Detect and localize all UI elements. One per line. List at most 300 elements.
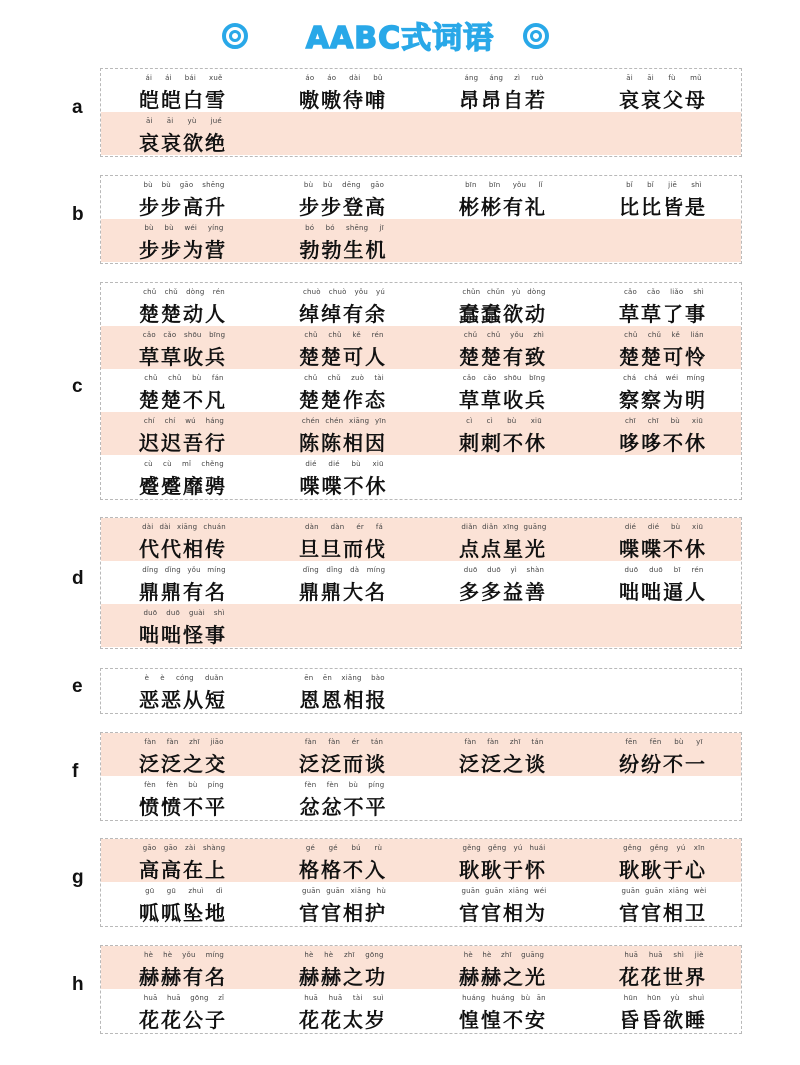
word-entry bbox=[101, 412, 261, 455]
idiom-word: 咄咄怪事 bbox=[139, 623, 227, 647]
pinyin-syllable: huā bbox=[304, 994, 319, 1002]
pinyin-syllable: gěng bbox=[462, 844, 481, 852]
idiom-word: 皑皑白雪 bbox=[139, 88, 227, 112]
idiom-word: 愤愤不平 bbox=[139, 795, 227, 819]
table-row bbox=[101, 882, 741, 925]
word-entry bbox=[261, 369, 421, 412]
pinyin-syllable: dēng bbox=[342, 181, 361, 189]
section-e bbox=[100, 668, 742, 714]
pinyin-syllable: xiāng bbox=[508, 887, 529, 895]
pinyin-syllable: wéi bbox=[665, 374, 679, 382]
idiom-word: 恶恶从短 bbox=[139, 688, 227, 712]
pinyin bbox=[300, 460, 390, 468]
pinyin-syllable: ēn bbox=[322, 674, 332, 682]
pinyin-syllable: bù bbox=[164, 224, 174, 232]
table-row bbox=[101, 518, 741, 561]
word-entry bbox=[421, 989, 581, 1032]
word-entry bbox=[421, 326, 581, 369]
idiom-word: 楚楚可怜 bbox=[619, 345, 707, 369]
word-entry bbox=[101, 176, 261, 219]
pinyin-syllable: chǔ bbox=[304, 331, 318, 339]
pinyin-syllable: yù bbox=[187, 117, 197, 125]
word-entry bbox=[421, 561, 581, 604]
pinyin-syllable: shàng bbox=[202, 844, 226, 852]
pinyin-syllable: ēn bbox=[304, 674, 314, 682]
pinyin-syllable: xiū bbox=[692, 523, 704, 531]
page-header bbox=[0, 10, 800, 60]
pinyin-syllable: hù bbox=[376, 887, 387, 895]
idiom-word: 泛泛而谈 bbox=[299, 752, 387, 776]
pinyin bbox=[299, 887, 389, 895]
pinyin-syllable: wéi bbox=[184, 224, 198, 232]
pinyin-syllable: zǐ bbox=[218, 994, 225, 1002]
double-circle-icon bbox=[222, 23, 248, 49]
pinyin-syllable: wéi bbox=[533, 887, 547, 895]
pinyin-syllable: shì bbox=[213, 609, 225, 617]
pinyin-syllable: jué bbox=[210, 117, 222, 125]
table-row bbox=[101, 176, 741, 219]
word-entry bbox=[421, 412, 581, 455]
pinyin bbox=[459, 288, 549, 296]
idiom-word: 格格不入 bbox=[299, 858, 387, 882]
idiom-word: 蠢蠢欲动 bbox=[459, 302, 547, 326]
word-entry bbox=[581, 69, 741, 112]
pinyin-syllable: chá bbox=[644, 374, 658, 382]
idiom-word: 楚楚动人 bbox=[139, 302, 227, 326]
pinyin-syllable: bào bbox=[371, 674, 385, 682]
pinyin-syllable: gāo bbox=[142, 844, 157, 852]
table-row bbox=[101, 669, 741, 712]
pinyin-syllable: liǎo bbox=[670, 288, 684, 296]
pinyin-syllable: chǔ bbox=[144, 374, 158, 382]
pinyin-syllable: lǐ bbox=[538, 181, 543, 189]
pinyin-syllable: áng bbox=[464, 74, 479, 82]
pinyin-syllable: duǎn bbox=[205, 674, 224, 682]
pinyin-syllable: fù bbox=[668, 74, 676, 82]
pinyin bbox=[139, 181, 229, 189]
word-entry bbox=[101, 776, 262, 819]
pinyin bbox=[299, 844, 389, 852]
word-entry bbox=[262, 776, 423, 819]
pinyin-syllable: hè bbox=[304, 951, 314, 959]
pinyin-syllable: bù bbox=[144, 224, 154, 232]
idiom-word: 泛泛之交 bbox=[139, 752, 227, 776]
pinyin-syllable: cǎo bbox=[647, 288, 661, 296]
pinyin bbox=[619, 951, 709, 959]
pinyin bbox=[459, 951, 549, 959]
pinyin-syllable: dài bbox=[159, 523, 171, 531]
pinyin-syllable: duō bbox=[487, 566, 501, 574]
table-row bbox=[101, 776, 741, 819]
pinyin-syllable: huā bbox=[143, 994, 158, 1002]
pinyin-syllable: gāo bbox=[163, 844, 178, 852]
pinyin bbox=[139, 674, 229, 682]
pinyin-syllable: chén bbox=[301, 417, 320, 425]
word-entry bbox=[101, 839, 261, 882]
pinyin-syllable: xiū bbox=[530, 417, 542, 425]
section-a bbox=[100, 68, 742, 157]
pinyin-syllable: bù bbox=[348, 781, 359, 789]
table-row bbox=[101, 946, 741, 989]
pinyin-syllable: huái bbox=[529, 844, 546, 852]
pinyin-syllable: shōu bbox=[503, 374, 522, 382]
idiom-word: 耿耿于怀 bbox=[459, 858, 547, 882]
idiom-word: 步步高升 bbox=[139, 195, 227, 219]
word-entry bbox=[261, 989, 421, 1032]
pinyin-syllable: áng bbox=[489, 74, 504, 82]
pinyin-syllable: yī bbox=[696, 738, 703, 746]
idiom-word: 耿耿于心 bbox=[619, 858, 707, 882]
word-entry bbox=[261, 69, 421, 112]
table-row bbox=[101, 112, 741, 155]
pinyin bbox=[299, 738, 389, 746]
pinyin-syllable: cù bbox=[163, 460, 172, 468]
pinyin-syllable: huā bbox=[167, 994, 181, 1002]
pinyin-syllable: rén bbox=[371, 331, 384, 339]
pinyin bbox=[299, 374, 389, 382]
pinyin-syllable: hūn bbox=[623, 994, 638, 1002]
pinyin-syllable: yù bbox=[511, 288, 521, 296]
pinyin-syllable: jiè bbox=[694, 951, 704, 959]
idiom-word: 绰绰有余 bbox=[299, 302, 387, 326]
pinyin-syllable: duō bbox=[143, 609, 158, 617]
section-d bbox=[100, 517, 742, 649]
pinyin-syllable: fàn bbox=[166, 738, 179, 746]
pinyin bbox=[619, 523, 709, 531]
idiom-word: 赫赫之光 bbox=[459, 965, 547, 989]
pinyin-syllable: lián bbox=[690, 331, 704, 339]
pinyin-syllable: cǎo bbox=[163, 331, 177, 339]
pinyin bbox=[619, 566, 709, 574]
word-entry bbox=[261, 283, 421, 326]
pinyin-syllable: dài bbox=[142, 523, 154, 531]
idiom-word: 喋喋不休 bbox=[619, 537, 707, 561]
pinyin-syllable: xīng bbox=[502, 523, 519, 531]
section-h bbox=[100, 945, 742, 1034]
pinyin-syllable: guān bbox=[621, 887, 640, 895]
pinyin-syllable: wèi bbox=[693, 887, 707, 895]
pinyin-syllable: xiāng bbox=[348, 417, 370, 425]
pinyin-syllable: yú bbox=[513, 844, 523, 852]
pinyin-syllable: shēng bbox=[202, 181, 225, 189]
pinyin bbox=[139, 117, 229, 125]
pinyin bbox=[619, 74, 709, 82]
table-row bbox=[101, 604, 741, 647]
pinyin-syllable: guān bbox=[485, 887, 504, 895]
pinyin-syllable: huā bbox=[624, 951, 639, 959]
pinyin-syllable: míng bbox=[366, 566, 386, 574]
pinyin-syllable: bù bbox=[323, 181, 333, 189]
table-row bbox=[101, 219, 741, 262]
idiom-word: 鼎鼎有名 bbox=[139, 580, 227, 604]
idiom-word: 忿忿不平 bbox=[299, 795, 388, 819]
pinyin bbox=[619, 887, 709, 895]
pinyin-syllable: tán bbox=[531, 738, 544, 746]
idiom-word: 呱呱坠地 bbox=[139, 901, 227, 925]
pinyin-syllable: bù bbox=[670, 523, 681, 531]
pinyin-syllable: píng bbox=[368, 781, 385, 789]
pinyin-syllable: bù bbox=[674, 738, 684, 746]
word-entry bbox=[101, 882, 261, 925]
idiom-word: 泛泛之谈 bbox=[459, 752, 547, 776]
pinyin bbox=[300, 674, 390, 682]
pinyin-syllable: xiāng bbox=[176, 523, 198, 531]
pinyin-syllable: yǒu bbox=[510, 331, 524, 339]
section-letter: g bbox=[72, 867, 84, 888]
pinyin bbox=[299, 417, 389, 425]
pinyin-syllable: zhì bbox=[533, 331, 545, 339]
pinyin-syllable: bīn bbox=[465, 181, 477, 189]
idiom-word: 花花太岁 bbox=[299, 1008, 387, 1032]
word-entry bbox=[101, 219, 262, 262]
word-entry bbox=[421, 882, 581, 925]
pinyin bbox=[459, 566, 549, 574]
idiom-word: 陈陈相因 bbox=[299, 431, 387, 455]
word-entry bbox=[421, 69, 581, 112]
pinyin-syllable: fàn bbox=[304, 738, 317, 746]
word-entry bbox=[101, 455, 262, 498]
pinyin-syllable: bó bbox=[325, 224, 335, 232]
word-entry bbox=[421, 176, 581, 219]
word-entry bbox=[261, 518, 421, 561]
word-entry bbox=[261, 561, 421, 604]
pinyin-syllable: chǔ bbox=[463, 331, 478, 339]
idiom-word: 比比皆是 bbox=[619, 195, 707, 219]
section-letter: d bbox=[72, 567, 84, 589]
pinyin-syllable: fán bbox=[211, 374, 224, 382]
pinyin-syllable: chén bbox=[325, 417, 344, 425]
pinyin-syllable: dòng bbox=[186, 288, 205, 296]
table-row bbox=[101, 412, 741, 455]
pinyin-syllable: chǔ bbox=[168, 374, 182, 382]
pinyin-syllable: bù bbox=[192, 374, 202, 382]
pinyin-syllable: yì bbox=[510, 566, 517, 574]
idiom-word: 恩恩相报 bbox=[299, 688, 388, 712]
word-entry bbox=[261, 839, 421, 882]
pinyin-syllable: fēn bbox=[625, 738, 638, 746]
pinyin-syllable: bù bbox=[507, 417, 517, 425]
pinyin-syllable: cì bbox=[466, 417, 473, 425]
pinyin-syllable: fá bbox=[375, 523, 384, 531]
pinyin-syllable: mǔ bbox=[690, 74, 702, 82]
pinyin-syllable: ái bbox=[145, 74, 153, 82]
pinyin-syllable: rén bbox=[691, 566, 704, 574]
pinyin-syllable: ruò bbox=[531, 74, 544, 82]
pinyin-syllable: bǐ bbox=[647, 181, 654, 189]
pinyin-syllable: shì bbox=[693, 288, 704, 296]
pinyin-syllable: hè bbox=[143, 951, 154, 959]
idiom-word: 纷纷不一 bbox=[619, 752, 707, 776]
pinyin-syllable: hè bbox=[463, 951, 473, 959]
section-letter: c bbox=[72, 375, 83, 397]
pinyin-syllable: chí bbox=[164, 417, 176, 425]
word-entry bbox=[101, 669, 262, 712]
word-entry bbox=[581, 326, 741, 369]
pinyin-syllable: shōu bbox=[183, 331, 202, 339]
word-entry bbox=[101, 283, 261, 326]
pinyin bbox=[139, 566, 229, 574]
pinyin bbox=[299, 951, 389, 959]
section-letter: a bbox=[72, 97, 83, 118]
pinyin bbox=[139, 844, 229, 852]
pinyin-syllable: chī bbox=[647, 417, 659, 425]
table-row bbox=[101, 561, 741, 604]
pinyin-syllable: huáng bbox=[462, 994, 486, 1002]
pinyin-syllable: ái bbox=[165, 74, 172, 82]
pinyin-syllable: chǔ bbox=[164, 288, 178, 296]
pinyin-syllable: bái bbox=[184, 74, 197, 82]
pinyin-syllable: duō bbox=[166, 609, 180, 617]
idiom-word: 官官相为 bbox=[459, 901, 547, 925]
pinyin-syllable: bī bbox=[673, 566, 681, 574]
table-row bbox=[101, 283, 741, 326]
pinyin-syllable: bǔ bbox=[373, 74, 383, 82]
pinyin-syllable: shēng bbox=[345, 224, 369, 232]
pinyin-syllable: chǔ bbox=[304, 374, 318, 382]
idiom-word: 草草收兵 bbox=[139, 345, 227, 369]
idiom-word: 鼎鼎大名 bbox=[299, 580, 387, 604]
pinyin-syllable: rén bbox=[212, 288, 225, 296]
word-entry bbox=[261, 946, 421, 989]
pinyin-syllable: diǎn bbox=[482, 523, 499, 531]
pinyin bbox=[459, 374, 549, 382]
pinyin-syllable: fèn bbox=[326, 781, 339, 789]
pinyin-syllable: chěng bbox=[201, 460, 224, 468]
word-entry bbox=[421, 946, 581, 989]
pinyin-syllable: zhī bbox=[343, 951, 355, 959]
idiom-word: 多多益善 bbox=[459, 580, 547, 604]
pinyin-syllable: kě bbox=[352, 331, 361, 339]
word-entry bbox=[101, 561, 261, 604]
pinyin bbox=[459, 417, 549, 425]
pinyin-syllable: gěng bbox=[649, 844, 669, 852]
pinyin-syllable: bó bbox=[305, 224, 315, 232]
word-entry bbox=[581, 412, 741, 455]
idiom-word: 步步登高 bbox=[299, 195, 387, 219]
pinyin-syllable: míng bbox=[205, 951, 225, 959]
pinyin-syllable: shuì bbox=[688, 994, 705, 1002]
pinyin bbox=[139, 994, 229, 1002]
pinyin-syllable: bīn bbox=[488, 181, 501, 189]
pinyin-syllable: dié bbox=[647, 523, 660, 531]
pinyin-syllable: píng bbox=[207, 781, 224, 789]
pinyin-syllable: gāo bbox=[370, 181, 385, 189]
pinyin-syllable: bú bbox=[351, 844, 361, 852]
pinyin-syllable: shì bbox=[673, 951, 685, 959]
idiom-word: 哆哆不休 bbox=[619, 431, 707, 455]
word-entry bbox=[581, 946, 741, 989]
pinyin-syllable: cì bbox=[486, 417, 493, 425]
pinyin-syllable: fèn bbox=[144, 781, 156, 789]
pinyin-syllable: bù bbox=[161, 181, 171, 189]
pinyin-syllable: zhī bbox=[189, 738, 200, 746]
pinyin-syllable: chuán bbox=[203, 523, 226, 531]
pinyin-syllable: hūn bbox=[647, 994, 662, 1002]
idiom-word: 楚楚作态 bbox=[299, 388, 387, 412]
word-entry bbox=[581, 369, 741, 412]
pinyin-syllable: gōng bbox=[365, 951, 384, 959]
idiom-word: 察察为明 bbox=[619, 388, 707, 412]
word-entry bbox=[261, 882, 421, 925]
pinyin-syllable: jiē bbox=[668, 181, 677, 189]
idiom-word: 高高在上 bbox=[139, 858, 227, 882]
word-entry bbox=[421, 518, 581, 561]
pinyin bbox=[139, 417, 229, 425]
idiom-word: 赫赫之功 bbox=[299, 965, 387, 989]
pinyin-syllable: ér bbox=[351, 738, 360, 746]
pinyin bbox=[619, 844, 709, 852]
pinyin-syllable: chǔn bbox=[462, 288, 481, 296]
pinyin-syllable: hè bbox=[163, 951, 173, 959]
pinyin bbox=[619, 181, 709, 189]
pinyin-syllable: chī bbox=[624, 417, 636, 425]
pinyin-syllable: huā bbox=[328, 994, 343, 1002]
pinyin-syllable: dǐng bbox=[326, 566, 343, 574]
pinyin-syllable: fàn bbox=[328, 738, 341, 746]
word-entry bbox=[581, 176, 741, 219]
pinyin-syllable: xiāng bbox=[341, 674, 362, 682]
pinyin-syllable: xīn bbox=[693, 844, 705, 852]
pinyin-syllable: è bbox=[144, 674, 150, 682]
pinyin-syllable: gū bbox=[166, 887, 177, 895]
pinyin-syllable: āi bbox=[626, 74, 633, 82]
pinyin-syllable: rù bbox=[374, 844, 383, 852]
pinyin-syllable: chǔ bbox=[327, 374, 341, 382]
pinyin-syllable: bīng bbox=[529, 374, 546, 382]
idiom-word: 勃勃生机 bbox=[299, 238, 388, 262]
pinyin-syllable: āi bbox=[647, 74, 654, 82]
pinyin-syllable: guāng bbox=[521, 951, 545, 959]
pinyin bbox=[619, 374, 709, 382]
pinyin-syllable: mǐ bbox=[181, 460, 192, 468]
pinyin-syllable: dié bbox=[624, 523, 637, 531]
pinyin-syllable: dǐng bbox=[142, 566, 159, 574]
pinyin-syllable: jiāo bbox=[210, 738, 224, 746]
idiom-word: 惶惶不安 bbox=[459, 1008, 547, 1032]
pinyin-syllable: zuò bbox=[351, 374, 365, 382]
pinyin-syllable: bǐ bbox=[626, 181, 633, 189]
pinyin-syllable: chǔ bbox=[487, 331, 501, 339]
pinyin-syllable: hè bbox=[482, 951, 492, 959]
idiom-word: 迟迟吾行 bbox=[139, 431, 227, 455]
pinyin-syllable: fèn bbox=[166, 781, 178, 789]
word-entry bbox=[421, 369, 581, 412]
pinyin-syllable: yǒu bbox=[182, 951, 196, 959]
pinyin bbox=[139, 224, 229, 232]
pinyin bbox=[459, 887, 549, 895]
pinyin-syllable: zài bbox=[184, 844, 196, 852]
pinyin-syllable: yīn bbox=[374, 417, 387, 425]
section-g bbox=[100, 838, 742, 927]
pinyin-syllable: suì bbox=[373, 994, 384, 1002]
idiom-word: 喋喋不休 bbox=[299, 474, 388, 498]
pinyin-syllable: kě bbox=[671, 331, 681, 339]
pinyin-syllable: cǎo bbox=[624, 288, 638, 296]
pinyin-syllable: fèn bbox=[304, 781, 317, 789]
word-entry bbox=[101, 604, 262, 647]
pinyin-syllable: fàn bbox=[487, 738, 499, 746]
pinyin-syllable: bù bbox=[351, 460, 361, 468]
pinyin-syllable: dà bbox=[350, 566, 360, 574]
pinyin-syllable: guāng bbox=[523, 523, 547, 531]
idiom-word: 刺刺不休 bbox=[459, 431, 547, 455]
pinyin-syllable: cǎo bbox=[142, 331, 156, 339]
section-b bbox=[100, 175, 742, 264]
word-entry bbox=[581, 733, 741, 776]
pinyin-syllable: shì bbox=[691, 181, 702, 189]
idiom-word: 咄咄逼人 bbox=[619, 580, 707, 604]
pinyin bbox=[139, 460, 229, 468]
